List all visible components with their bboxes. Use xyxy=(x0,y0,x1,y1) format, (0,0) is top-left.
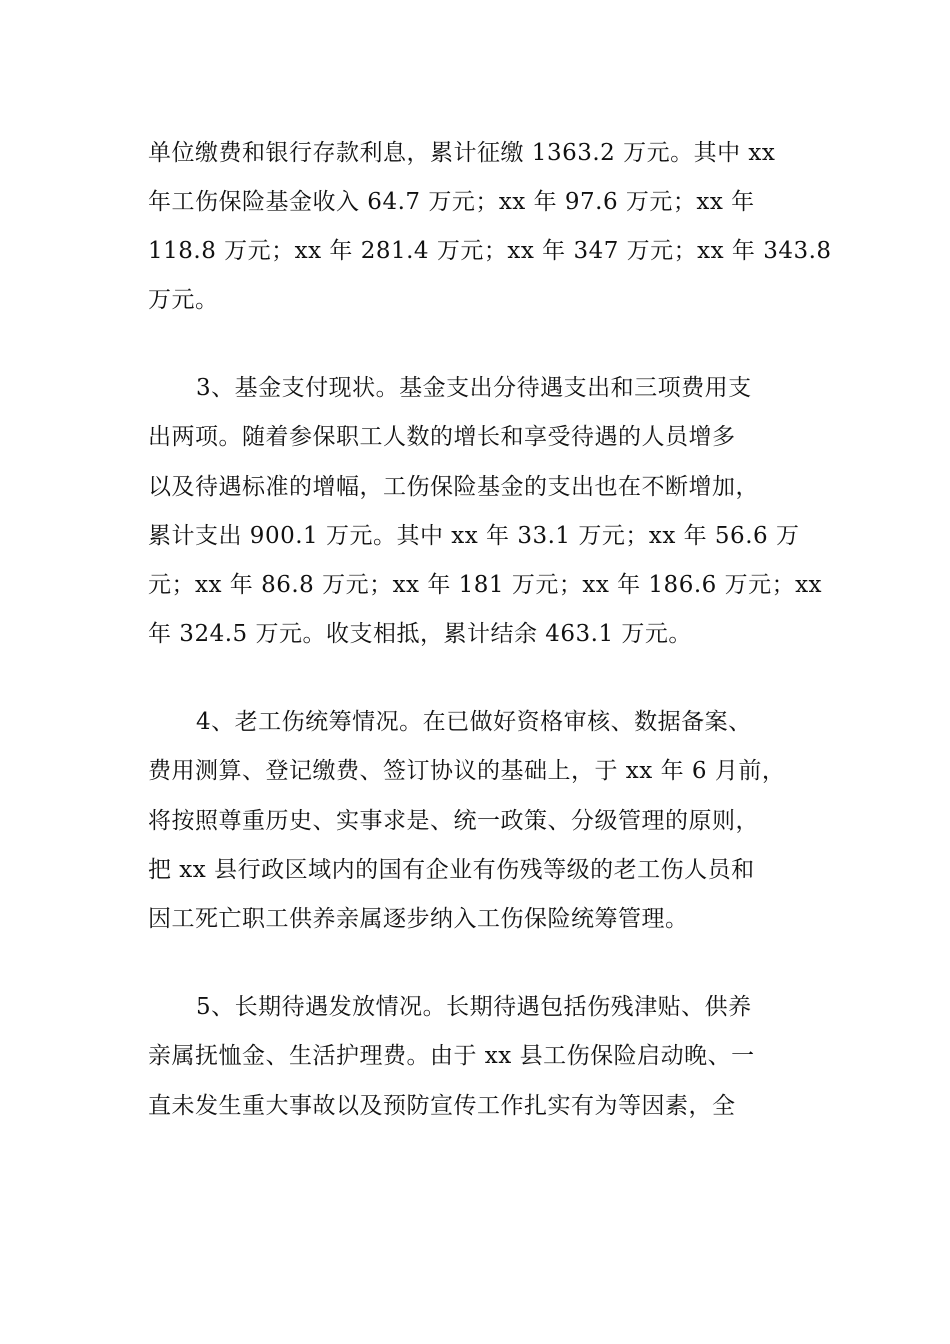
text-line: 单位缴费和银行存款利息，累计征缴 1363.2 万元。其中 xx xyxy=(148,140,776,166)
text-line: 因工死亡职工供养亲属逐步纳入工伤保险统筹管理。 xyxy=(148,906,689,932)
text-line: 直未发生重大事故以及预防宣传工作扎实有为等因素，全 xyxy=(148,1093,736,1119)
text-line: 出两项。随着参保职工人数的增长和享受待遇的人员增多 xyxy=(148,424,736,450)
text-line: 以及待遇标准的增幅，工伤保险基金的支出也在不断增加， xyxy=(148,474,759,500)
text-line: 3、基金支付现状。基金支出分待遇支出和三项费用支 xyxy=(196,375,752,401)
text-line: 把 xx 县行政区域内的国有企业有伤残等级的老工伤人员和 xyxy=(148,857,755,883)
text-line: 累计支出 900.1 万元。其中 xx 年 33.1 万元；xx 年 56.6 万 xyxy=(148,523,800,549)
text-line: 5、长期待遇发放情况。长期待遇包括伤残津贴、供养 xyxy=(196,994,752,1020)
text-line: 年 324.5 万元。收支相抵，累计结余 463.1 万元。 xyxy=(148,621,692,647)
text-line: 元；xx 年 86.8 万元；xx 年 181 万元；xx 年 186.6 万元；xx xyxy=(148,572,823,598)
text-line: 费用测算、登记缴费、签订协议的基础上，于 xx 年 6 月前， xyxy=(148,758,786,784)
text-line: 亲属抚恤金、生活护理费。由于 xx 县工伤保险启动晚、一 xyxy=(148,1043,755,1069)
text-line: 万元。 xyxy=(148,287,219,313)
text-line: 年工伤保险基金收入 64.7 万元；xx 年 97.6 万元；xx 年 xyxy=(148,189,755,215)
text-line: 118.8 万元；xx 年 281.4 万元；xx 年 347 万元；xx 年 343.8 xyxy=(148,238,832,264)
text-line: 将按照尊重历史、实事求是、统一政策、分级管理的原则， xyxy=(148,808,759,834)
text-line: 4、老工伤统筹情况。在已做好资格审核、数据备案、 xyxy=(196,709,752,735)
